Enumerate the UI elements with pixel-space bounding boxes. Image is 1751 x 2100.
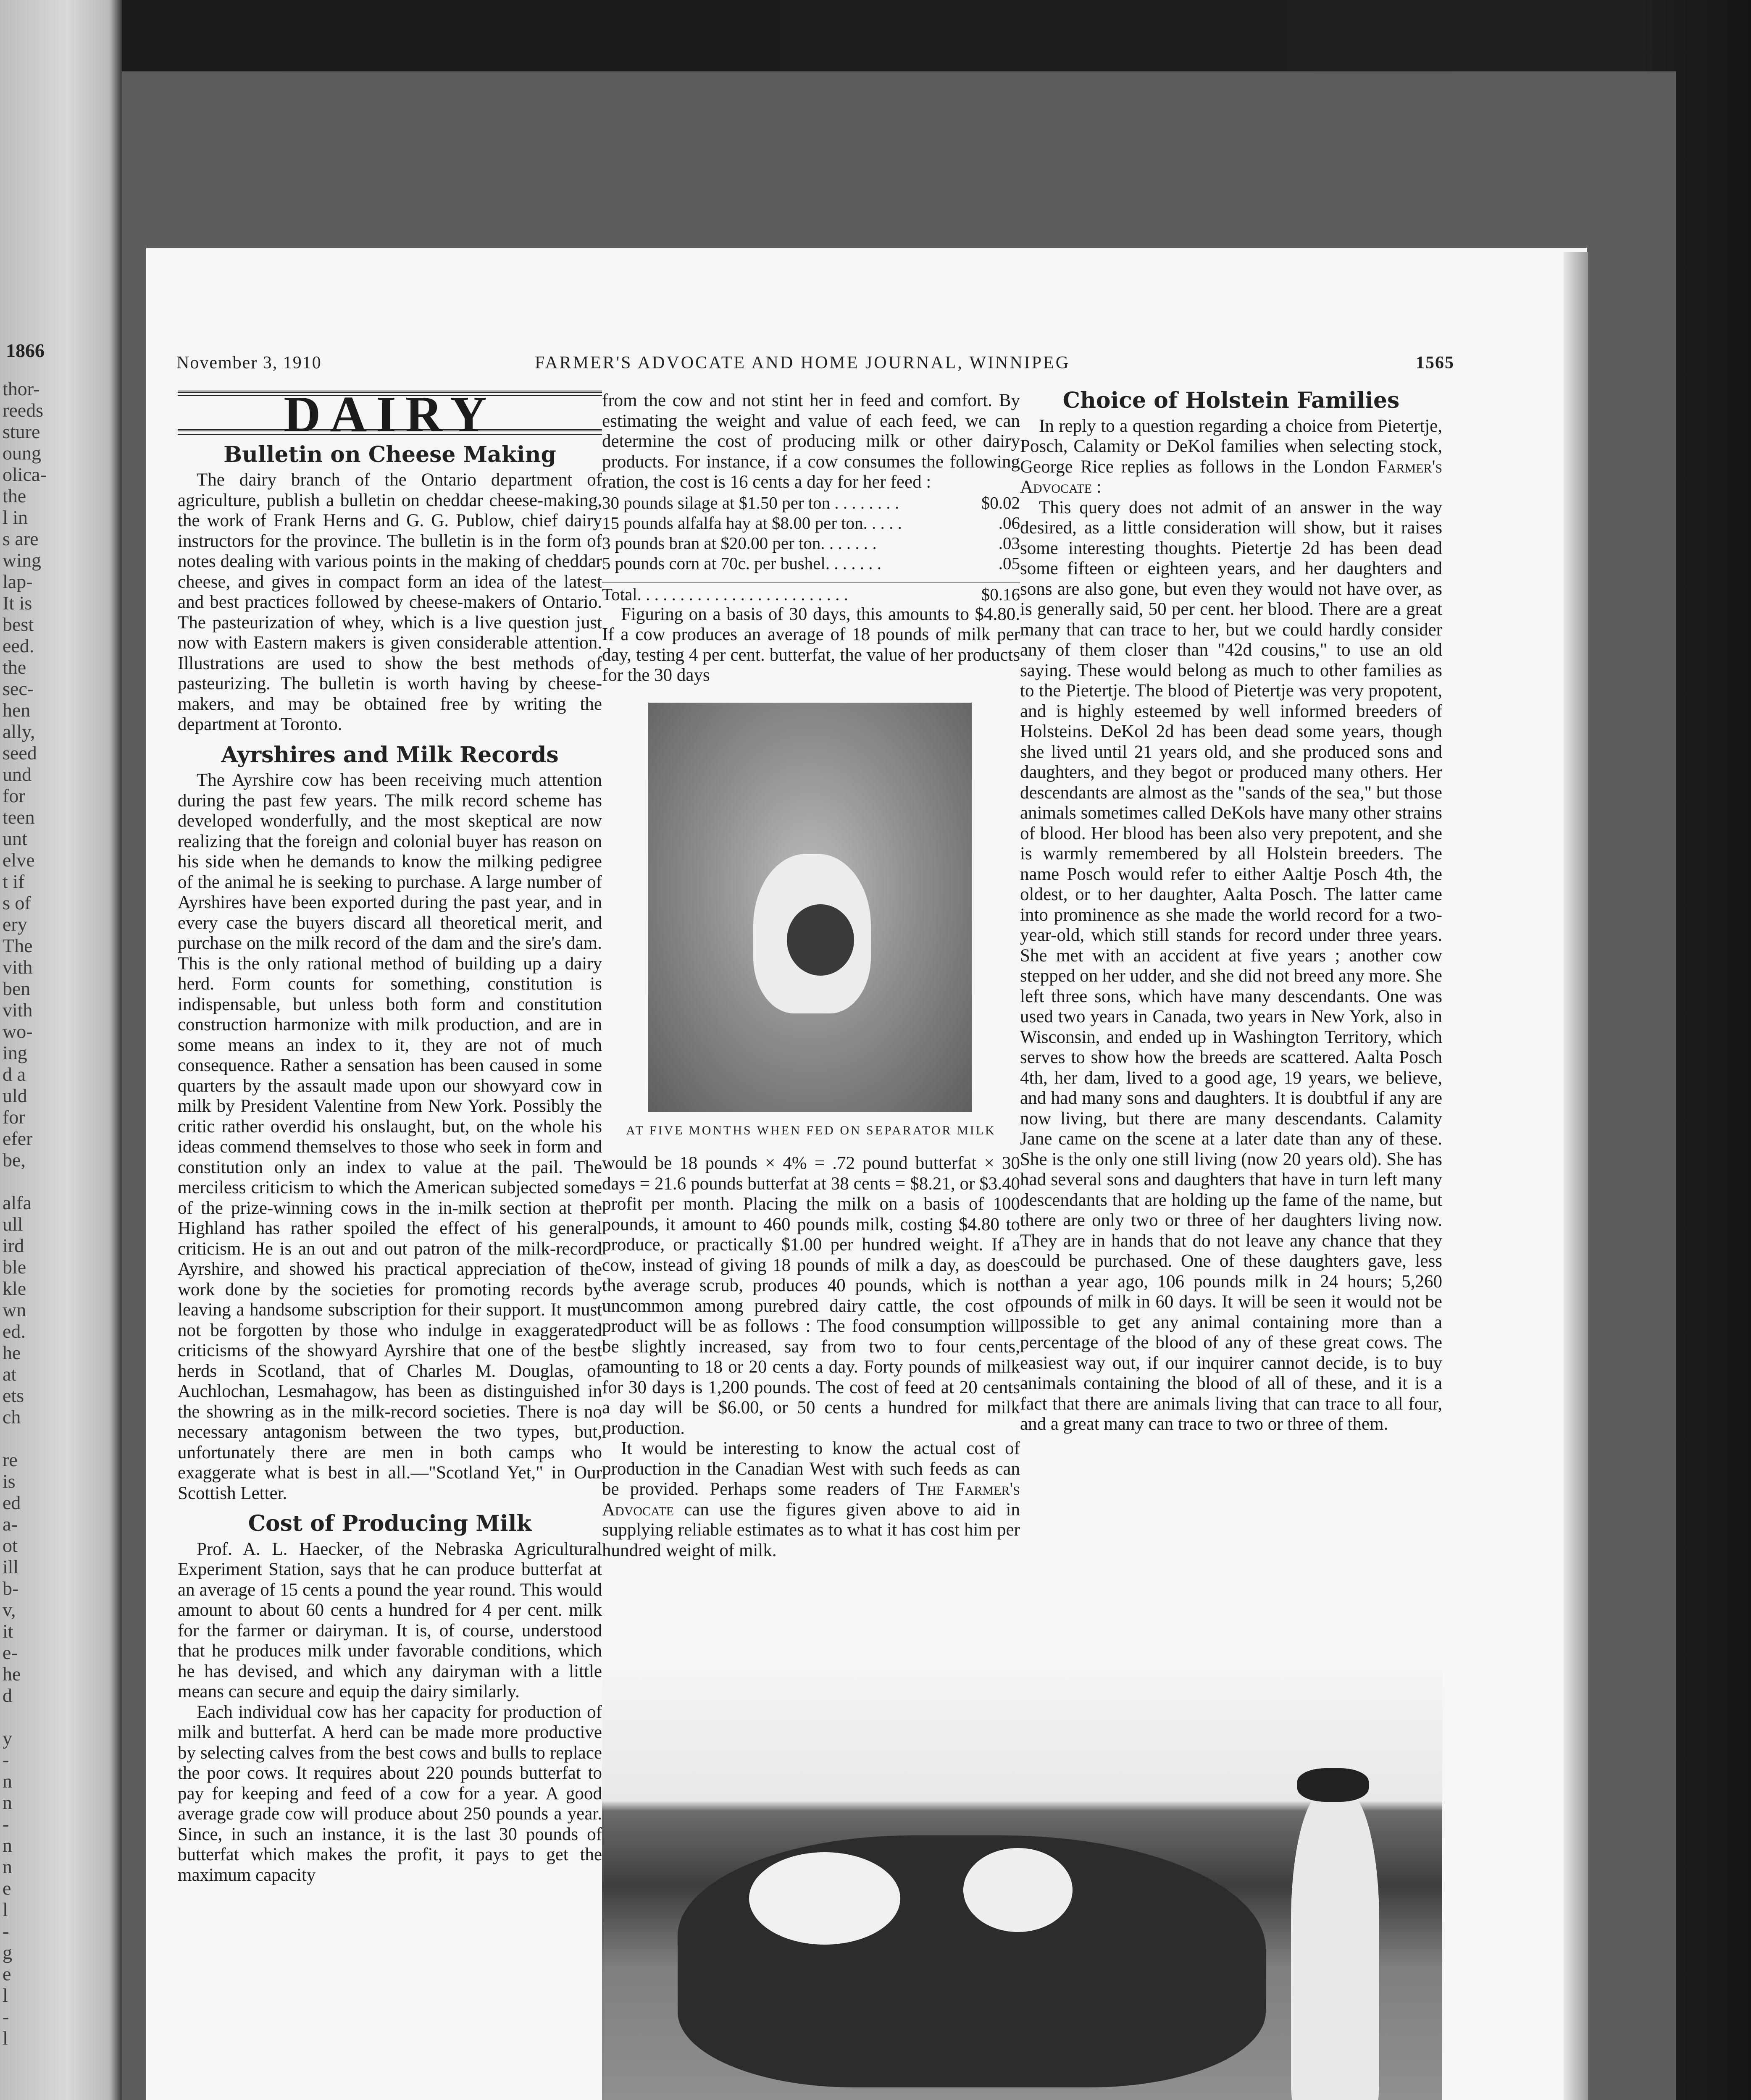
adjacent-page-text-fragment: it — [3, 1620, 13, 1642]
adjacent-page-text-fragment: sec- — [3, 678, 34, 699]
bull-white-patch — [749, 1852, 900, 1945]
ration-item: 3 pounds bran at $20.00 per ton. . . . . . . — [602, 533, 877, 553]
ration-item: 15 pounds alfalfa hay at $8.00 per ton. . . . . — [602, 513, 902, 533]
ration-cost: $0.02 — [981, 493, 1020, 512]
adjacent-page-text-fragment: ill — [3, 1556, 19, 1578]
adjacent-page-text-fragment: elve — [3, 849, 35, 871]
adjacent-page-text-fragment: the — [3, 656, 26, 678]
column-1 — [178, 386, 602, 1885]
adjacent-page-text-fragment: efer — [3, 1128, 33, 1149]
bull-photo — [602, 1672, 1442, 2100]
adjacent-page-text-fragment: ble — [3, 1256, 26, 1278]
holstein-1-pre: In reply to a question regarding a choice from Pietertje, Posch, Calamity or DeKol families when selecting stock, George Rice replies as follows in the London — [1020, 416, 1442, 477]
adjacent-page-text-fragment: re — [3, 1449, 18, 1470]
article-body-cost-4: Figuring on a basis of 30 days, this amounts to $4.80. If a cow produces an average of 18 pounds of milk per day, testing 4 per cent. butterfat, the value of her products for the 30 days — [602, 604, 1020, 685]
adjacent-page-text-fragment: n — [3, 1792, 12, 1813]
adjacent-page-text-fragment: s of — [3, 892, 31, 914]
adjacent-page-text-fragment: - — [3, 1813, 9, 1835]
adjacent-page-text-fragment: he — [3, 1663, 21, 1685]
adjacent-page-text-fragment: n — [3, 1856, 12, 1877]
adjacent-page-text-fragment: y — [3, 1727, 12, 1749]
adjacent-page-text-fragment: the — [3, 485, 26, 507]
adjacent-page-text-fragment: alfa — [3, 1192, 32, 1213]
adjacent-page-edge — [0, 0, 122, 2100]
adjacent-page-text-fragment: olica- — [3, 464, 47, 485]
calf-photo — [648, 703, 972, 1112]
adjacent-page-text-fragment: l — [3, 1899, 8, 1920]
adjacent-page-text-fragment: e — [3, 1963, 11, 1984]
adjacent-page-number: 1866 — [6, 340, 45, 361]
article-body-ayrshires: The Ayrshire cow has been receiving much attention during the past few years. The milk record scheme has developed wonderfully, and the most skeptical are now realizing that the foreign and colonial buyer has reason on his side when he demands to know the milking pedigree of the animal he is seeking to purchase. A large number of Ayrshires have been exported during the past year, and in every case the buyers discard all theoretical merit, and purchase on the milk record of the dam and the sire's dam. This is the only rational method of building up a dairy herd. Form counts for something, constitution is indispensable, but unless both form and constitution construction harmonize with milk production, and are in some means an index to it, they are not of much consequence. Rather a sensation has been caused in some quarters by the assault made upon our showyard cow in milk by President Valentine from New York. Possibly the critic rather overdid his onslaught, but, on the whole his ideas commend themselves to those who seek in form and constitution only an index to value at the pail. The merciless criticism to which the American subjected some of the prize-winning cows in the in-milk section at the Highland has rather spoiled the effect of his general criticism. He is an out and out patron of the milk-record Ayrshire, and showed his practical appreciation of the work done by the societies for promoting records by leaving a handsome subscription for their support. It must not be forgotten by those who indulge in exaggerated criticisms of the showyard Ayrshire that one of the best herds in Scotland, that of Charles M. Douglas, of Auchlochan, Lesmahagow, has been as distinguished in the showring as in the milk-record societies. There is no necessary antagonism between the two types, but, unfortunately there are men in both camps who exaggerate what is best in all.—"Scotland Yet," in Our Scottish Letter. — [178, 770, 602, 1503]
adjacent-page-text-fragment: n — [3, 1770, 12, 1792]
adjacent-page-text-fragment: he — [3, 1342, 21, 1363]
adjacent-page-text-fragment: s are — [3, 528, 39, 549]
adjacent-page-text-fragment: wo- — [3, 1021, 33, 1042]
adjacent-page-text-fragment: ally, — [3, 721, 35, 742]
holstein-1-post: : — [1092, 477, 1102, 497]
adjacent-page-text-fragment: for — [3, 1106, 25, 1128]
handler-hat — [1297, 1768, 1369, 1802]
ration-total — [602, 582, 1020, 604]
adjacent-page-text-fragment: ull — [3, 1213, 23, 1235]
handler-figure — [1291, 1789, 1379, 2100]
article-body-cheese: The dairy branch of the Ontario department of agriculture, publish a bulletin on cheddar cheese-making, the work of Frank Herns and G. G. Publow, chief dairy instructors for the province. The bulletin is in the form of notes dealing with various points in the making of cheddar cheese, and gives in compact form an idea of the latest and best practices followed by cheese-makers of Ontario. The pasteurization of whey, which is a live question just now with Eastern makers is given considerable attention. Illustrations are used to show the best methods of pasteurizing. The bulletin is worth having by cheese-makers, and may be obtained free by writing the department at Toronto. — [178, 470, 602, 734]
ration-item: 5 pounds corn at 70c. per bushel. . . . . . . — [602, 553, 881, 573]
adjacent-page-text-fragment: l — [3, 1984, 8, 2006]
adjacent-page-text-fragment: reeds — [3, 399, 44, 421]
adjacent-page-text-fragment: - — [3, 1920, 9, 1942]
ration-total-label: Total. . . . . . . . . . . . . . . . . . . . . . . . . — [602, 584, 848, 604]
article-title-cheese: Bulletin on Cheese Making — [223, 441, 556, 467]
adjacent-page-text-fragment: teen — [3, 806, 35, 828]
adjacent-page-text-fragment: It is — [3, 592, 32, 614]
adjacent-page-text-fragment: vith — [3, 999, 33, 1021]
adjacent-page-text-fragment: ch — [3, 1406, 21, 1428]
adjacent-page-text-fragment: be, — [3, 1149, 26, 1171]
ration-cost: .05 — [998, 553, 1020, 573]
adjacent-page-text-fragment: is — [3, 1470, 16, 1492]
article-title-ayrshires: Ayrshires and Milk Records — [221, 742, 559, 768]
adjacent-page-text-fragment: ets — [3, 1385, 24, 1406]
adjacent-page-text-fragment: e — [3, 1877, 11, 1899]
adjacent-page-text-fragment: - — [3, 2006, 9, 2027]
adjacent-page-text-fragment: ed — [3, 1492, 21, 1513]
adjacent-page-text-fragment: ben — [3, 978, 31, 999]
column-2 — [602, 391, 1020, 1561]
adjacent-page-text-fragment: hen — [3, 699, 31, 721]
adjacent-page-text-fragment: eed. — [3, 635, 34, 656]
calf-spot — [787, 904, 854, 976]
article-body-cost-6 — [602, 1438, 1020, 1561]
article-title-holstein: Choice of Holstein Families — [1062, 388, 1400, 413]
adjacent-page-text-fragment: l — [3, 2027, 8, 2049]
page-number: 1565 — [1416, 353, 1454, 373]
adjacent-page-text-fragment: at — [3, 1363, 17, 1385]
cost-6-pre: It would be interesting to know the actual cost of production in the Canadian West with such feeds as can be provided. Perhaps some readers of — [602, 1438, 1020, 1499]
adjacent-page-text-fragment: d — [3, 1685, 12, 1706]
column-3 — [1020, 388, 1442, 1435]
ration-row — [602, 553, 1020, 573]
article-body-holstein-1 — [1020, 416, 1442, 498]
ration-item: 30 pounds silage at $1.50 per ton . . . . . . . . — [602, 493, 899, 512]
adjacent-page-text-fragment: vith — [3, 956, 33, 978]
adjacent-page-text-fragment: ot — [3, 1535, 18, 1556]
ration-row — [602, 493, 1020, 513]
calf-photo-caption: AT FIVE MONTHS WHEN FED ON SEPARATOR MILK — [626, 1123, 996, 1137]
adjacent-page-text-fragment: wing — [3, 549, 41, 571]
adjacent-page-text-fragment: v, — [3, 1599, 16, 1620]
adjacent-page-text-fragment: best — [3, 614, 34, 635]
adjacent-page-text-fragment: thor- — [3, 378, 40, 399]
adjacent-page-text-fragment: seed — [3, 742, 37, 764]
page-edge-shadow — [1564, 252, 1588, 2100]
adjacent-page-text-fragment: n — [3, 1835, 12, 1856]
article-body-holstein-2: This query does not admit of an answer in the way desired, as a little consideration will show, but it raises some interesting thoughts. Pietertje 2d has been dead some fifteen or eighteen years, and her daughters and sons are also gone, but even they would not have over, as is generally said, 50 per cent. her blood. There are a great many that can trace to her, but we could hardly consider any of them closer than "42d cousins," to use an old saying. These would belong as much to other families as to the Pietertje. The blood of Pietertje was very propotent, and is highly esteemed by well informed breeders of Holsteins. DeKol 2d has been dead some years, though she lived until 21 years old, and she produced sons and daughters, and they begot or produced many others. Her descendants are almost as the "sands of the sea," but those animals sometimes called DeKols have many other strains of blood. Her blood has been also very prepotent, and she is warmly remembered by all Holstein breeders. The name Posch would refer to either Aaltje Posch 4th, the oldest, or to her daughter, Aalta Posch. The latter came into prominence as she made the world record for a two-year-old, which still stands for record under three years. She met with an accident at five years ; another cow stepped on her udder, and she did not breed any more. She left three sons, which have many descendants. One was used two years in Canada, two years in New York, also in Wisconsin, and ended up in Washington Territory, which serves to show how the breeds are scattered. Aalta Posch 4th, her dam, lived to a good age, 19 years, we believe, and had many sons and daughters. It is doubtful if any are now living, but there are many descendants. Calamity Jane came on the scene at a later date than any of these. She is the only one still living (now 20 years old). She has had several sons and daughters that have in turn left many descendants that are holding up the fame of the name, but there are only two or three of her daughters living now. They are in hands that do not leave any chance that they could be purchased. One of these daughters gave, less than a year ago, 106 pounds milk in 24 hours; 5,260 pounds of milk in 60 days. It will be seen it would not be possible to get any animal containing more than a percentage of the blood of any of these great cows. The easiest way out, if our inquirer cannot decide, is to buy animals containing the blood of all of these, and it is a fact that there are animals living that can trace to all four, and a great many can trace to two or three of them. — [1020, 497, 1442, 1434]
article-body-cost-1: Prof. A. L. Haecker, of the Nebraska Agricultural Experiment Station, says that he can produce butterfat at an average of 15 cents a pound the year round. This would amount to about 60 cents a hundred for 4 per cent. milk for the farmer or dairyman. It is, of course, understood that he produces milk under favorable conditions, which he has devised, and which any dairyman with a little means can secure and equip the dairy similarly. — [178, 1539, 602, 1701]
adjacent-page-text-fragment: lap- — [3, 571, 33, 592]
adjacent-page-text-fragment: und — [3, 764, 32, 785]
issue-date: November 3, 1910 — [176, 353, 322, 373]
adjacent-page-text-fragment: ery — [3, 914, 27, 935]
ration-row — [602, 513, 1020, 533]
article-body-cost-5: would be 18 pounds × 4% = .72 pound butterfat × 30 days = 21.6 pounds butterfat at 38 cents = $8.21, or $3.40 profit per month. Placing the milk on a basis of 100 pounds, it amount to 460 pounds milk, costing $4.80 to produce, or practically $1.00 per hundred weight. If a cow, instead of giving 18 pounds of milk a day, as does the average scrub, produces 40 pounds, which is not uncommon among purebred dairy cattle, the cost of product will be as follows : The food consumption will be slightly increased, say from two to four cents, amounting to 18 or 20 cents a day. Forty pounds of milk for 30 days is 1,200 pounds. The cost of feed at 20 cents a day will be $6.00, or 50 cents a hundred for milk production. — [602, 1153, 1020, 1438]
newspaper-page — [146, 248, 1587, 2100]
ration-row — [602, 533, 1020, 553]
adjacent-page-text-fragment: t if — [3, 871, 25, 892]
adjacent-page-text-fragment: sture — [3, 421, 40, 442]
cost-6-publication: The Farmer's Advocate — [602, 1479, 1020, 1520]
adjacent-page-text-fragment: a- — [3, 1513, 18, 1535]
holstein-1-publication: Farmer's Advocate — [1020, 457, 1442, 497]
adjacent-page-text-fragment: d a — [3, 1063, 26, 1085]
adjacent-page-text-fragment: The — [3, 935, 33, 956]
publication-title: FARMER'S ADVOCATE AND HOME JOURNAL, WINNIPEG — [535, 353, 1070, 373]
article-body-cost-2: Each individual cow has her capacity for production of milk and butterfat. A herd can be made more productive by selecting calves from the best cows and bulls to replace the poor cows. It requires about 220 pounds butterfat to pay for keeping and feed of a cow for a year. A good average grade cow will produce about 250 pounds a year. Since, in such an instance, it is the last 30 pounds of butterfat which makes the profit, it pays to get the maximum capacity — [178, 1702, 602, 1885]
adjacent-page-text-fragment: oung — [3, 442, 41, 464]
ration-cost: .06 — [998, 513, 1020, 533]
adjacent-page-text-fragment: uld — [3, 1085, 27, 1106]
adjacent-page-text-fragment: kle — [3, 1278, 26, 1299]
adjacent-page-text-fragment: - — [3, 1749, 9, 1770]
adjacent-page-text-fragment: ed. — [3, 1320, 26, 1342]
adjacent-page-text-fragment: b- — [3, 1578, 19, 1599]
bull-white-patch — [963, 1848, 1073, 1932]
article-body-cost-3: from the cow and not stint her in feed and comfort. By estimating the weight and value of each feed, we can determine the cost of producing milk or other dairy products. For instance, if a cow consumes the following ration, the cost is 16 cents a day for her feed : — [602, 391, 1020, 492]
cost-6-post: can use the figures given above to aid in supplying reliable estimates as to what it has cost him per hundred weight of milk. — [602, 1499, 1020, 1560]
adjacent-page-text-fragment: for — [3, 785, 25, 806]
article-title-cost: Cost of Producing Milk — [248, 1511, 532, 1536]
ration-total-value: $0.16 — [981, 584, 1020, 604]
section-title: DAIRY — [284, 386, 496, 443]
adjacent-page-text-fragment: wn — [3, 1299, 26, 1320]
adjacent-page-text-fragment: ing — [3, 1042, 27, 1063]
adjacent-page-text-fragment: e- — [3, 1642, 18, 1663]
ration-cost: .03 — [998, 533, 1020, 553]
ration-table — [602, 493, 1020, 573]
adjacent-page-text-fragment: unt — [3, 828, 27, 849]
adjacent-page-text-fragment: ird — [3, 1235, 24, 1256]
adjacent-page-text-fragment: l in — [3, 507, 28, 528]
adjacent-page-text-fragment: g — [3, 1942, 12, 1963]
